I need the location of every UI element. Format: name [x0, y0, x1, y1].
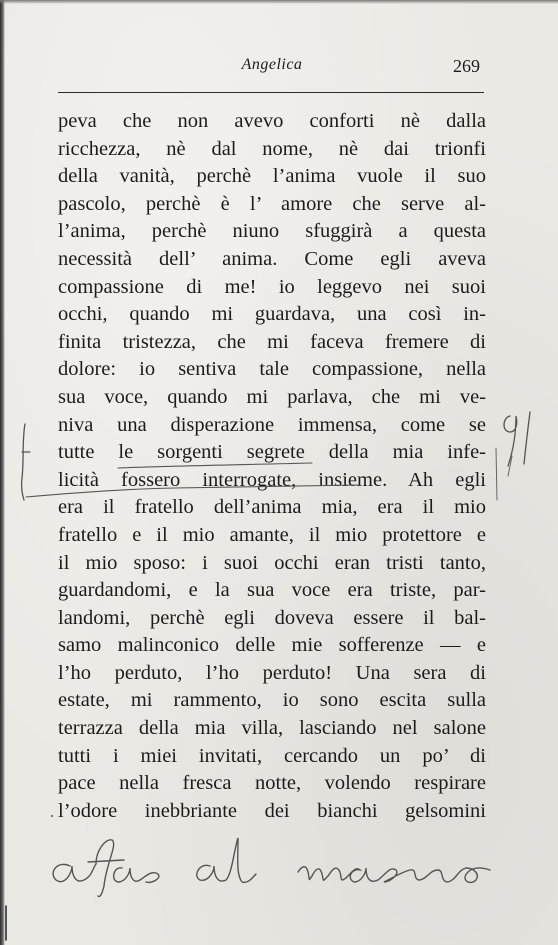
text-line: era il fratello dell’anima mia, era il mio [58, 496, 486, 519]
running-head-title: Angelica [241, 56, 303, 73]
running-head [58, 56, 486, 80]
page-top-shadow [0, 0, 558, 4]
text-line: l’ho perduto, l’ho perduto! Una sera di [58, 661, 486, 684]
text-line: sua voce, quando mi parlava, che mi ve- [58, 385, 486, 408]
page-speck [51, 815, 53, 817]
page-gutter-shadow [0, 0, 5, 945]
text-line: estate, mi rammento, io sono escita sulla [58, 689, 486, 712]
text-line: fratello e il mio amante, il mio protettore e [58, 523, 486, 546]
margin-note [498, 404, 538, 484]
text-line: l’odore inebbriante dei bianchi gelsomini [58, 799, 486, 822]
text-line: della vanità, perchè l’anima vuole il suo [58, 165, 486, 188]
text-line: licità fossero interrogate, insieme. Ah egli [58, 468, 486, 491]
text-line: l’anima, perchè niuno sfuggirà a questa [58, 220, 486, 243]
text-line: peva che non avevo conforti nè dalla [58, 110, 486, 132]
handwritten-signature [40, 830, 510, 900]
text-line: necessità dell’ anima. Come egli aveva [58, 247, 486, 270]
text-line: pace nella fresca notte, volendo respirare [58, 772, 486, 795]
text-line: guardandomi, e la sua voce era triste, par- [58, 579, 486, 602]
text-line: niva una disperazione immensa, come se [58, 413, 486, 436]
text-line: finita tristezza, che mi faceva fremere di [58, 330, 486, 353]
text-line: landomi, perchè egli doveva essere il bal- [58, 606, 486, 629]
text-line: il mio sposo: i suoi occhi eran tristi tanto, [58, 551, 486, 574]
text-line: compassione di me! io leggevo nei suoi [58, 275, 486, 298]
text-line: dolore: io sentiva tale compassione, nella [58, 358, 486, 381]
page-number: 269 [453, 56, 480, 76]
text-line: occhi, quando mi guardava, una così in- [58, 303, 486, 326]
text-line: pascolo, perchè è l’ amore che serve al- [58, 192, 486, 215]
text-line: samo malinconico delle mie sofferenze — e [58, 634, 486, 657]
text-line: tutti i miei invitati, cercando un po’ di [58, 744, 486, 767]
text-line: terrazza della mia villa, lasciando nel salone [58, 717, 486, 740]
text-line: tutte le sorgenti segrete della mia infe- [58, 441, 486, 464]
text-line: ricchezza, nè dal nome, nè dai trionfi [58, 137, 486, 160]
header-rule [58, 92, 484, 93]
body-text [58, 108, 486, 825]
